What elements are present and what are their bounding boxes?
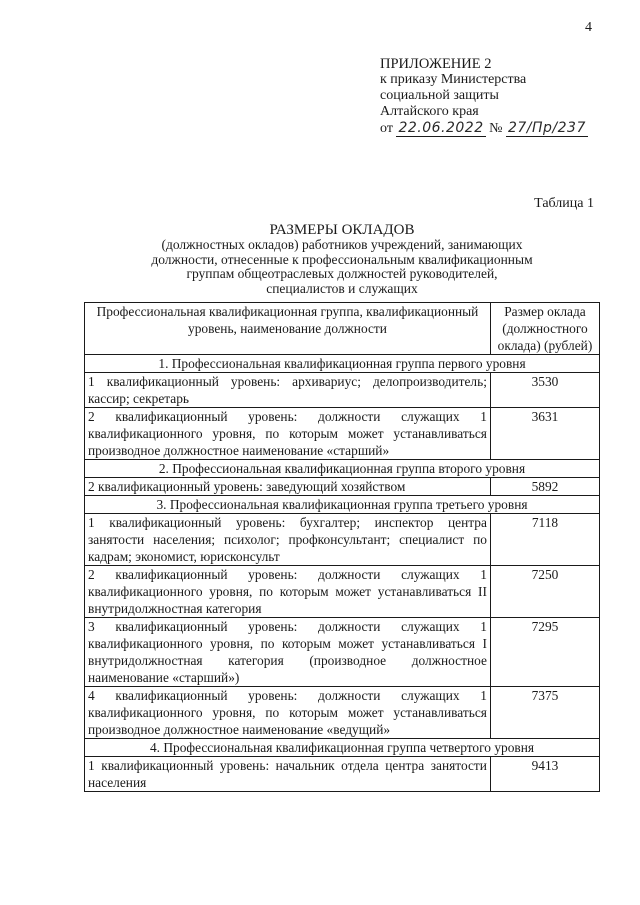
date-prefix: от (380, 121, 393, 136)
qualification-level-cell: 1 квалификационный уровень: начальник отдела центра занятости населения (85, 757, 491, 792)
qualification-level-cell: 2 квалификационный уровень: заведующий хозяйством (85, 478, 491, 496)
page-number: 4 (585, 20, 592, 35)
group-title: 4. Профессиональная квалификационная группа четвертого уровня (85, 739, 600, 757)
handwritten-date: 22.06.2022 (398, 120, 484, 136)
table-row (85, 373, 600, 408)
heading-subtitle-4: специалистов и служащих (266, 280, 418, 296)
heading-subtitle-3: группам общеотраслевых должностей руководителей, (186, 266, 498, 281)
header-name-cell: Профессиональная квалификационная группа, квалификационный уровень, наименование должности (85, 303, 491, 355)
group-title: 1. Профессиональная квалификационная группа первого уровня (85, 355, 600, 373)
salary-amount-cell: 3631 (490, 408, 599, 460)
appendix-block (380, 56, 620, 137)
table-row (85, 618, 600, 687)
group-row (85, 460, 600, 478)
table-header-row (85, 303, 600, 355)
group-row (85, 496, 600, 514)
appendix-line-3: Алтайского края (380, 104, 479, 119)
heading-title: РАЗМЕРЫ ОКЛАДОВ (269, 222, 415, 238)
heading-subtitle-1: (должностных окладов) работников учреждений, занимающих (161, 237, 523, 252)
table-row (85, 514, 600, 566)
table-row (85, 478, 600, 496)
header-salary-cell: Размер оклада (должностного оклада) (рублей) (490, 303, 599, 355)
number-prefix: № (489, 121, 503, 136)
appendix-line-2: социальной защиты (380, 88, 499, 103)
table-row (85, 687, 600, 739)
appendix-date-line (380, 120, 620, 137)
salary-amount-cell: 9413 (490, 757, 599, 792)
salary-amount-cell: 7250 (490, 566, 599, 618)
qualification-level-cell: 4 квалификационный уровень: должности служащих 1 квалификационного уровня, по которым может устанавливаться производное должностное наименование «ведущий» (85, 687, 491, 739)
salary-amount-cell: 7375 (490, 687, 599, 739)
group-title: 3. Профессиональная квалификационная группа третьего уровня (85, 496, 600, 514)
table-row (85, 566, 600, 618)
heading-subtitle-2: должности, отнесенные к профессиональным квалификационным (151, 251, 533, 267)
qualification-level-cell: 3 квалификационный уровень: должности служащих 1 квалификационного уровня, по которым может устанавливаться I внутридолжностная категория (производное должностное наименование «старший») (85, 618, 491, 687)
document-heading (84, 222, 600, 296)
salary-table-body (85, 355, 600, 792)
handwritten-number: 27/Пр/237 (507, 120, 586, 136)
table-row (85, 408, 600, 460)
qualification-level-cell: 1 квалификационный уровень: бухгалтер; инспектор центра занятости населения; психолог; профконсультант; специалист по кадрам; экономист, юрисконсульт (85, 514, 491, 566)
group-title: 2. Профессиональная квалификационная группа второго уровня (85, 460, 600, 478)
salary-amount-cell: 3530 (490, 373, 599, 408)
salary-amount-cell: 7118 (490, 514, 599, 566)
qualification-level-cell: 2 квалификационный уровень: должности служащих 1 квалификационного уровня, по которым может устанавливаться производное должностное наименование «старший» (85, 408, 491, 460)
salary-amount-cell: 7295 (490, 618, 599, 687)
table-label: Таблица 1 (534, 196, 594, 211)
table-row (85, 757, 600, 792)
qualification-level-cell: 2 квалификационный уровень: должности служащих 1 квалификационного уровня, по которым может устанавливаться II внутридолжностная категория (85, 566, 491, 618)
salary-amount-cell: 5892 (490, 478, 599, 496)
appendix-line-1: к приказу Министерства (380, 72, 527, 87)
group-row (85, 355, 600, 373)
appendix-title: ПРИЛОЖЕНИЕ 2 (380, 56, 492, 72)
qualification-level-cell: 1 квалификационный уровень: архивариус; делопроизводитель; кассир; секретарь (85, 373, 491, 408)
salary-table (84, 302, 600, 792)
group-row (85, 739, 600, 757)
